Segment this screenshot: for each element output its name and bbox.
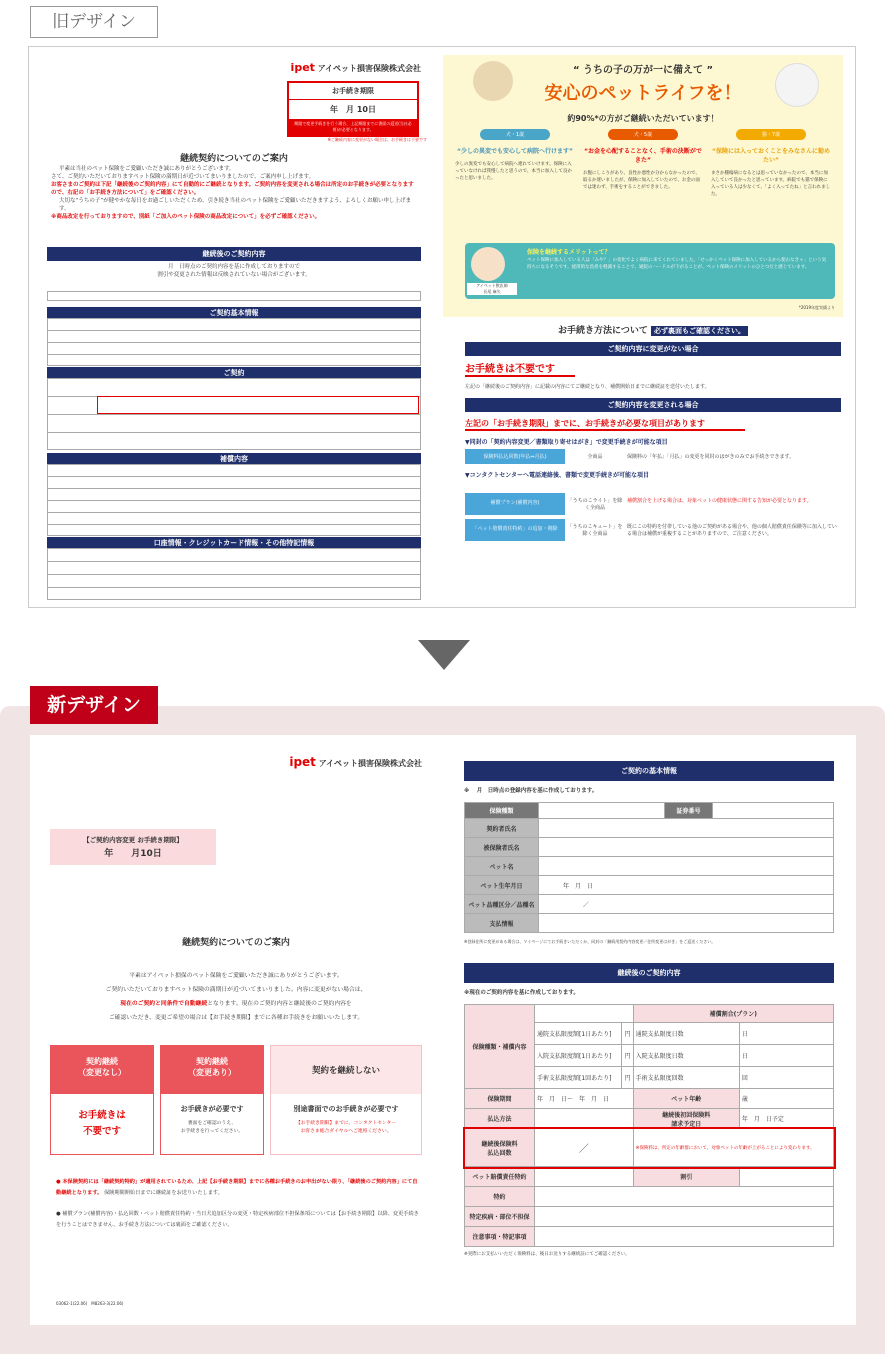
cov-cell: 通院支払限度日数 [633, 1023, 739, 1045]
old-deadline-date: 年 月 10日 [330, 105, 376, 114]
disease-label: 特定疾病・部位不担保 [465, 1207, 535, 1227]
cov-unit: 日 [739, 1023, 833, 1045]
cov-unit: 日 [739, 1045, 833, 1067]
table-row [465, 1207, 834, 1227]
after-sub: ※現在のご契約内容を基に作成しております。 [464, 990, 579, 996]
table-row [465, 819, 834, 838]
cov-unit: 円 [621, 1045, 633, 1067]
new-title: 継続契約についてのご案内 [182, 938, 290, 948]
table-row [465, 1109, 834, 1129]
voice-1 [455, 129, 575, 198]
special-value [535, 1187, 834, 1207]
basic-row-label: ペット生年月日 [465, 876, 539, 895]
old-design-label: 旧デザイン [30, 6, 158, 38]
new-footer-code: 03062-1(22.06) M8263-3(22.06) [56, 1301, 124, 1306]
change-row-2-desc: 補償割合を上げる場合は、対象ペットの健康状態に関する告知が必要となります。 [627, 498, 812, 504]
change-row-2 [465, 493, 841, 515]
ad-headline: “ うちの子の万が一に備えて ” [572, 65, 714, 76]
voice-2 [583, 129, 703, 198]
old-company-header [47, 61, 421, 74]
caution-label: 注意事項・特記事項 [465, 1227, 535, 1247]
voices [455, 129, 831, 198]
old-intro-line3: 大切な“うちの子”が健やかな毎日をお過ごしいただくため、引き続き当社のペット保険をご愛顧いただきますよう、よろしくお願い申し上げます。 [59, 198, 411, 212]
old-deadline-note2: ※ご継続内容に変更がない場合は、お手続きは不要です [327, 137, 427, 142]
basic-notes: ※登録住所に変更がある場合は、マイページにてお手続きいただくか、同封の「継続用契約内容変更／住所変更はがき」をご返送ください。 [464, 939, 716, 944]
change-bar: ご契約内容を変更される場合 [465, 398, 841, 412]
table-row [465, 838, 834, 857]
change-row-1-target: 全商品 [587, 454, 603, 460]
disease-value [535, 1207, 834, 1227]
merit-title: 保険を継続するメリットって？ [527, 249, 611, 256]
card-3-title: 契約を継続しない [271, 1046, 421, 1094]
premium-note: ※保険料は、所定の年齢群において、対象ペットの年齢が上がることにより変わります。 [633, 1129, 833, 1167]
old-method-section [465, 323, 841, 541]
change-row-1 [465, 449, 841, 464]
old-ad-panel [443, 55, 843, 317]
old-design-document [28, 46, 856, 608]
basic-type-value [539, 803, 665, 819]
plan-head: 補償割合(プラン) [633, 1005, 833, 1023]
basic-row-value [539, 838, 834, 857]
basic-row-label: 契約者氏名 [465, 819, 539, 838]
card-3-note: 【お手続き期限】までに、コンタクトセンター お客さま総合ダイヤルへご連絡ください。 [295, 1121, 397, 1134]
new-company-name: アイペット損害保険株式会社 [318, 759, 422, 768]
old-bar-after: 継続後のご契約内容 [47, 247, 421, 261]
new-intro [50, 969, 422, 1025]
period-value: 年 月 日〜 年 月 日 [535, 1089, 634, 1109]
cov-cell: 入院支払限度額[1日あたり] [535, 1045, 622, 1067]
discount-label: 割引 [633, 1167, 739, 1187]
new-intro-2: ご契約いただいておりますペット保険の満期日が近づいてまいりました。内容に変更がない場合は、 [105, 987, 367, 993]
table-row [465, 1167, 834, 1187]
old-bar-contract: ご契約 [47, 367, 421, 379]
old-intro [51, 165, 417, 221]
change-row-1-item: 保険料払込回数(年払⇔月払) [465, 449, 565, 464]
down-arrow-icon [418, 640, 470, 670]
change-h1: ▼同封の「契約内容変更／書類取り寄せはがき」で変更手続きが可能な項目 [465, 439, 668, 446]
new-design-document [30, 735, 856, 1325]
change-row-3-target: 「うちのこキュート」を除く全商品 [567, 524, 623, 537]
company-name: アイペット損害保険株式会社 [317, 64, 421, 73]
old-premium-highlight [97, 396, 419, 414]
card-continue-change [160, 1045, 264, 1155]
card-1-title: 契約継続 （変更なし） [51, 1046, 153, 1094]
old-basic-grid [47, 318, 421, 366]
pay-label: 払込方法 [465, 1109, 535, 1129]
table-row [465, 1005, 834, 1023]
old-bar-account: 口座情報・クレジットカード情報・その他特記情報 [47, 537, 421, 549]
new-intro-red: 現在のご契約と同条件で自動継続 [120, 1001, 208, 1007]
old-deadline-note: 期限で変更手続きを行う場合、上記期限までに書面の返送(当社必着)が必要となります。 [289, 119, 417, 135]
doctor-photo-icon [471, 247, 505, 281]
new-deadline-date: 年 月10日 [104, 849, 162, 859]
cov-unit: 回 [739, 1067, 833, 1089]
basic-row-label: 支払情報 [465, 914, 539, 933]
caution-value [535, 1227, 834, 1247]
ad-main: 安心のペットライフを！ [544, 83, 742, 104]
new-note-1-tail: 保険期間開始日までに継続証をお送りいたします。 [103, 1190, 223, 1196]
first-pay-value: 年 月 日予定 [739, 1109, 833, 1129]
new-deadline-box [50, 829, 216, 865]
old-contract-grid [47, 378, 421, 450]
new-deadline-label: 【ご契約内容変更 お手続き期限】 [83, 836, 183, 844]
basic-table [464, 802, 834, 933]
premium-label: 継続後保険料 払込回数 [465, 1129, 535, 1167]
coverage-label: 保険種類・補償内容 [465, 1005, 535, 1089]
old-intro-line2: さて、ご契約いただいておりますペット保険の満期日が近づいてまいりましたので、ご案内申し上げます。 [51, 174, 315, 180]
change-row-3-item: 「ペット賠償責任特約」の追加・削除 [465, 519, 565, 541]
card-2-note: 裏面をご確認のうえ、 お手続きを行ってください。 [180, 1121, 244, 1134]
pet-age-label: ペット年齢 [633, 1089, 739, 1109]
basic-bar: ご契約の基本情報 [464, 761, 834, 781]
bottom-note: ※実際にお支払いいただく保険料は、後日お送りする継続証にてご確認ください。 [464, 1252, 630, 1257]
cov-unit: 円 [621, 1067, 633, 1089]
table-row [465, 857, 834, 876]
no-change-text: お手続きは不要です [465, 360, 575, 377]
voice-1-body: 少しの異変でも安心して病院へ連れていけます。保険に入っていなければ我慢したと思うので、本当に加入して良かったと思いました。 [455, 162, 572, 181]
basic-head-policy: 証券番号 [665, 803, 713, 819]
new-intro-3: となります。現在のご契約内容と継続後のご契約内容を [207, 1001, 352, 1007]
special-label: 特約 [465, 1187, 535, 1207]
voice-1-title: “少しの異変でも安心して病院へ行けます” [457, 148, 573, 155]
basic-row-value [539, 857, 834, 876]
method-title-row [465, 323, 841, 336]
cov-cell: 通院支払限度額[1日あたり] [535, 1023, 622, 1045]
first-pay-label: 継続後初回保険料 請求予定日 [633, 1109, 739, 1129]
change-row-2-target: 「うちのこライト」を除く全商品 [567, 498, 623, 511]
old-bar-after-sub: 月 日時点のご契約内容を基に作成しておりますので 割引や変更された情報は反映されていない場合がございます。 [157, 264, 311, 278]
liability-label: ペット賠償責任特約 [465, 1167, 535, 1187]
plan-blank [535, 1005, 634, 1023]
basic-head-type: 保険種類 [465, 803, 539, 819]
new-intro-4: ご確認いただき、変更ご希望の場合は【お手続き期限】までに各種お手続きをお願いいたします。 [108, 1015, 364, 1021]
cov-cell: 入院支払限度日数 [633, 1045, 739, 1067]
basic-row-value [539, 914, 834, 933]
new-logo: ipet [289, 755, 316, 769]
old-intro-red: お客さまのご契約は下記「継続後のご契約内容」にて自動的にご継続となります。ご契約内容を変更される場合は所定のお手続きが必要となりますので、右記の「お手続き方法について」をご確認ください。 [51, 182, 414, 196]
new-left-page [50, 755, 422, 1315]
old-holder-row [47, 291, 421, 301]
after-bar: 継続後のご契約内容 [464, 963, 834, 983]
pay-value [535, 1109, 634, 1129]
old-account-grid [47, 548, 421, 600]
change-row-1-desc: 保険料の「年払」「月払」の変更を同封のはがきのみでお手続きできます。 [627, 454, 795, 460]
new-cards [50, 1045, 422, 1155]
change-row-3 [465, 519, 841, 541]
old-title: 継続契約についてのご案内 [180, 154, 288, 164]
old-left-page [47, 61, 427, 547]
old-bar-basic: ご契約基本情報 [47, 307, 421, 319]
table-row [465, 1227, 834, 1247]
table-row [465, 914, 834, 933]
old-bar-coverage: 補償内容 [47, 453, 421, 465]
card-2-title: 契約継続 （変更あり） [161, 1046, 263, 1094]
voice-2-body: お腹にしこりがあり、良性か悪性か分からなかったので、取るか迷いましたが、保険に加入していたので、お金の面では迷わず、手術をすることができました。 [583, 171, 700, 190]
ad-footnote: *2019年度実績より [798, 305, 835, 310]
old-intro-line1: 平素は当社のペット保険をご愛顧いただき誠にありがとうございます。 [59, 166, 235, 172]
change-row-2-item: 補償プラン(補償内容) [465, 493, 565, 515]
doctor-name: アイペット獣医師 長尾 麻矢 [467, 283, 517, 295]
new-note-2: ● 補償プラン(補償内容)・払込回数・ペット賠償責任特約・当日犬追加区分の変更・特定疾病部位不担保条項については【お手続き期限】以降、変更手続きを行うことはできません。お手続き方法については裏面をご確認ください。 [56, 1211, 419, 1228]
old-coverage-grid [47, 464, 421, 536]
card-2-body: お手続きが必要です [180, 1105, 244, 1113]
new-intro-1: 平素はアイペット損保のペット保険をご愛顧いただき誠にありがとうございます。 [129, 973, 343, 979]
table-row [465, 1089, 834, 1109]
basic-policy-value [713, 803, 834, 819]
change-h2: ▼コンタクトセンターへ電話連絡後、書類で変更手続きが可能な項目 [465, 472, 649, 479]
premium-row [465, 1129, 834, 1167]
card-not-continue [270, 1045, 422, 1155]
voice-2-title: “お金を心配することなく、手術の決断ができた” [584, 148, 702, 164]
no-change-desc: 左記の「継続後のご契約内容」に記載の内容にてご継続となり、補償開始日までに継続証を送付いたします。 [465, 384, 710, 390]
logo: ipet [290, 61, 315, 74]
pet-age-value: 歳 [739, 1089, 833, 1109]
basic-sub: ※ 月 日時点の登録内容を基に作成しております。 [464, 788, 598, 794]
basic-birth-value: 年 月 日 [539, 876, 834, 895]
new-right-page [464, 761, 834, 1257]
change-row-3-desc: 既にこの特約を付帯している他のご契約がある場合や、他の個人賠償責任保険等に加入している場合は補償が重複することがありますので、ご注意ください。 [627, 524, 837, 537]
discount-value [739, 1167, 833, 1187]
old-deadline-title: お手続き期限 [289, 83, 417, 100]
voice-3-title: “保険には入っておくことをみなさんに勧めたい” [712, 148, 830, 164]
cov-unit: 円 [621, 1023, 633, 1045]
method-title: お手続き方法について [558, 326, 648, 336]
basic-head-row [465, 803, 834, 819]
voice-3-pet: 猫・7歳 [736, 129, 806, 140]
voice-3 [711, 129, 831, 198]
old-intro-note: ※商品改定を行っておりますので、別紙「ご加入のペット保険の商品改定について」を必ずご確認ください。 [51, 214, 321, 220]
new-note-1-red: ● 本保険契約には「継続契約特約」が適用されているため、上記【お手続き期限】までに各種お手続きのお申出がない限り、「継続後のご契約内容」にて自動継続となります。 [56, 1179, 418, 1196]
new-note-1 [56, 1177, 422, 1199]
new-design-label: 新デザイン [30, 686, 158, 724]
method-badge: 必ず裏面もご確認ください。 [651, 326, 748, 336]
voice-3-body: まさか腫瘍病になるとは思っていなかったので、本当に加入していて良かったと思っています。病院でも猫で保険に入っている人は少なくて、「よく入ってたね」と言われました。 [711, 171, 831, 197]
voice-2-pet: 犬・5歳 [608, 129, 678, 140]
period-label: 保険期間 [465, 1089, 535, 1109]
table-row [465, 876, 834, 895]
new-company-header [50, 755, 422, 769]
change-red: 左記の「お手続き期限」までに、お手続きが必要な項目があります [465, 418, 745, 431]
card-3-body: 別途書面でのお手続きが必要です [293, 1105, 399, 1113]
voice-1-pet: 犬・1歳 [480, 129, 550, 140]
premium-value: ／ [535, 1129, 634, 1167]
merit-body: ペット保険に加入している人は「みや？」の変化でよく病院に来てくれていました。「せっかくペット保険に加入しているから使わなきゃ」という気持ちになるそうです。経済的な負担を軽減することで、通院のハードルが下がることが、ペット保険のメリットのひとつだと感じています。 [527, 258, 827, 270]
liability-value [535, 1167, 634, 1187]
basic-row-value [539, 819, 834, 838]
no-change-bar: ご契約内容に変更がない場合 [465, 342, 841, 356]
new-intro-3-row [50, 997, 422, 1011]
basic-breed-value: ／ [539, 895, 834, 914]
table-row [465, 895, 834, 914]
basic-row-label: ペット名 [465, 857, 539, 876]
table-row [465, 1187, 834, 1207]
after-table [464, 1004, 834, 1247]
card-1-body: お手続きは 不要です [78, 1110, 126, 1137]
ad-sub: 約90%*の方がご継続いただいています！ [567, 114, 719, 123]
cov-cell: 手術支払限度回数 [633, 1067, 739, 1089]
basic-row-label: 被保険者氏名 [465, 838, 539, 857]
old-deadline-box [287, 81, 419, 137]
merit-box [465, 243, 835, 299]
card-continue-no-change [50, 1045, 154, 1155]
basic-row-label: ペット品種区分／品種名 [465, 895, 539, 914]
cov-cell: 手術支払限度額[1回あたり] [535, 1067, 622, 1089]
